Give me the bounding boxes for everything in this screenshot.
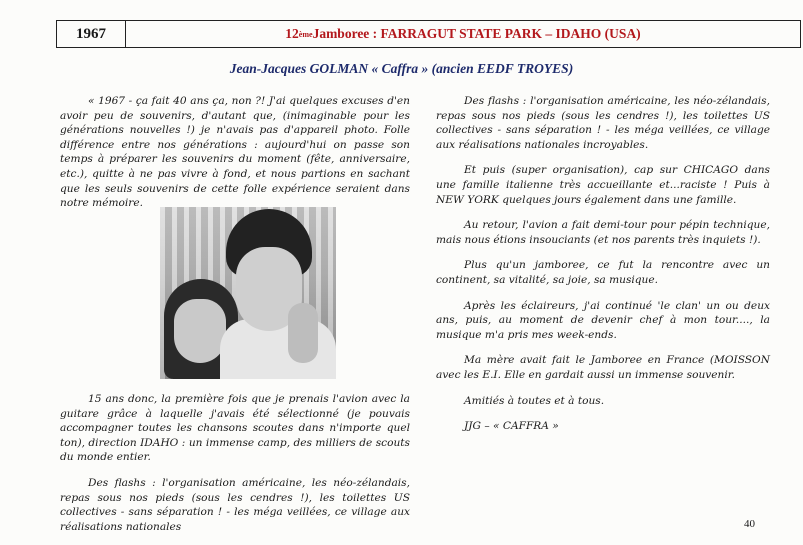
paragraph: Plus qu'un jamboree, ce fut la rencontre avec un continent, sa vitalité, sa joie, sa musique.	[436, 259, 770, 286]
right-column	[436, 94, 770, 445]
left-column-top	[60, 94, 410, 222]
photo	[160, 207, 336, 379]
header-title-prefix: 12	[285, 26, 299, 41]
paragraph: 15 ans donc, la première fois que je prenais l'avion avec la guitare grâce à laquelle j'avais été sélectionné (je pouvais accompagner toutes les chansons scoutes dans n'importe quel ton), direction IDAHO : un immense camp, des milliers de scouts du monde entier.	[60, 393, 410, 464]
paragraph: Des flashs : l'organisation américaine, les néo-zélandais, repas sous nos pieds (sous les cendres !), les toilettes US collectives - sans séparation ! - les méga veillées, ce village aux réalisations nationales incroyables.	[436, 95, 770, 151]
paragraph: Des flashs : l'organisation américaine, les néo-zélandais, repas sous nos pieds (sous les cendres !), les toilettes US collectives - sans séparation ! - les méga veillées, ce village aux réalisations nationales	[60, 476, 410, 533]
page-number: 40	[744, 518, 755, 530]
left-column-bottom	[60, 392, 410, 545]
signature: JJG – « CAFFRA »	[464, 420, 559, 433]
paragraph: Et puis (super organisation), cap sur CHICAGO dans une famille italienne très accueillante et...raciste ! Puis à NEW YORK quelques jours également dans une famille.	[436, 164, 770, 206]
header-year: 1967	[57, 21, 126, 47]
paragraph: Au retour, l'avion a fait demi-tour pour pépin technique, mais nous étions insouciants (et nos parents très inquiets !).	[436, 219, 770, 246]
paragraph: Après les éclaireurs, j'ai continué 'le clan' un ou deux ans, puis, au moment de devenir chef à mon tour...., la musique m'a pris mes week-ends.	[436, 299, 770, 341]
header-title-sup: ème	[298, 29, 313, 39]
paragraph: Amitiés à toutes et à tous.	[464, 394, 605, 407]
paragraph: Ma mère avait fait le Jamboree en France (MOISSON avec les E.I. Elle en gardait aussi un immense souvenir.	[436, 354, 770, 381]
author-line: Jean-Jacques GOLMAN « Caffra » (ancien EEDF TROYES)	[229, 61, 574, 76]
page-header	[56, 20, 801, 48]
paragraph: « 1967 - ça fait 40 ans ça, non ?! J'ai quelques excuses d'en avoir peu de souvenirs, d'autant que, (inimaginable pour les générations nouvelles !) je n'avais pas d'appareil photo. Folle différence entre nos générations : aujourd'hui on passe son temps à préparer les souvenirs du moment (fête, anniversaire, etc.), quitte à ne pas vivre à fond, et nous partions en sachant que les seuls souvenirs de cette folle expérience seraient dans notre mémoire.	[60, 95, 410, 210]
header-title	[126, 21, 800, 47]
header-title-rest: Jamboree : FARRAGUT STATE PARK – IDAHO (USA)	[312, 26, 641, 41]
